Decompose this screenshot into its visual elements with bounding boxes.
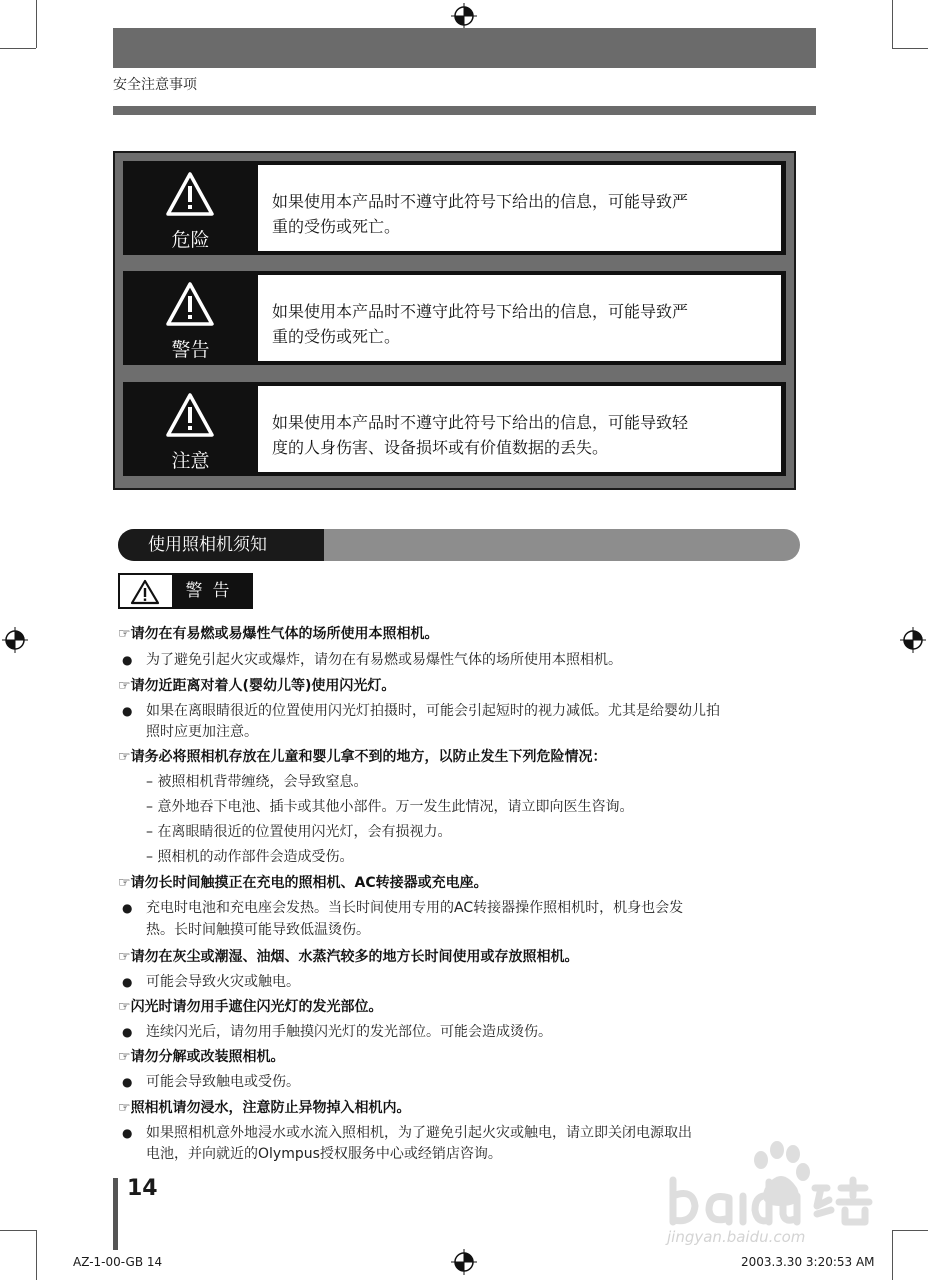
level-description xyxy=(258,165,781,251)
item-body: 电池，并向就近的Olympus授权服务中心或经销店咨询。 xyxy=(146,1146,502,1162)
crop-mark xyxy=(0,1230,36,1231)
description-line: 如果使用本产品时不遵守此符号下给出的信息，可能导致轻 xyxy=(272,413,689,432)
subsection-title: 使用照相机须知 xyxy=(118,529,324,561)
item-heading: ☞请勿在有易燃或易爆性气体的场所使用本照相机。 xyxy=(118,626,439,642)
crop-mark xyxy=(36,1230,37,1280)
crop-mark xyxy=(0,48,36,49)
footer-code: AZ-1-00-GB 14 xyxy=(73,1255,163,1269)
description-line: 重的受伤或死亡。 xyxy=(272,217,401,236)
section-title: 安全注意事项 xyxy=(113,77,197,93)
crop-mark xyxy=(892,1230,893,1280)
registration-mark-icon xyxy=(900,627,926,653)
level-label: 注意 xyxy=(171,450,210,472)
pointing-hand-icon: ☞ xyxy=(118,1100,131,1116)
item-body: 热。长时间触摸可能导致低温烫伤。 xyxy=(146,922,370,938)
warning-levels-panel xyxy=(113,151,796,490)
level-warning xyxy=(123,271,786,365)
warning-triangle-icon xyxy=(130,579,160,605)
level-danger xyxy=(123,161,786,255)
crop-mark xyxy=(892,1230,928,1231)
warning-triangle-icon xyxy=(165,281,215,327)
bullet-icon: ● xyxy=(122,1075,133,1089)
bullet-icon: ● xyxy=(122,653,133,667)
level-label-box xyxy=(123,382,258,476)
level-label: 警告 xyxy=(171,339,210,361)
bullet-icon: ● xyxy=(122,1025,133,1039)
bullet-icon: ● xyxy=(122,1126,133,1140)
level-label-box xyxy=(123,271,258,365)
footer-date: 2003.3.30 3:20:53 AM xyxy=(741,1255,875,1269)
description-line: 度的人身伤害、设备损坏或有价值数据的丢失。 xyxy=(272,438,609,457)
header-rule xyxy=(113,106,816,115)
bullet-icon: ● xyxy=(122,975,133,989)
header-bar xyxy=(113,28,816,68)
baidu-paw-logo-icon xyxy=(665,1140,880,1230)
registration-mark-icon xyxy=(451,1249,477,1275)
warning-badge-label: 警告 xyxy=(172,575,253,607)
watermark xyxy=(665,1140,880,1250)
item-body: 连续闪光后，请勿用手触摸闪光灯的发光部位。可能会造成烫伤。 xyxy=(146,1024,552,1040)
item-heading: ☞照相机请勿浸水，注意防止异物掉入相机内。 xyxy=(118,1100,411,1116)
page-number: 14 xyxy=(127,1176,158,1201)
item-body: 如果照相机意外地浸水或水流入照相机，为了避免引起火灾或触电，请立即关闭电源取出 xyxy=(146,1125,692,1141)
pointing-hand-icon: ☞ xyxy=(118,749,131,765)
item-heading: ☞请务必将照相机存放在儿童和婴儿拿不到的地方，以防止发生下列危险情况： xyxy=(118,749,607,765)
item-heading: ☞闪光时请勿用手遮住闪光灯的发光部位。 xyxy=(118,999,383,1015)
pointing-hand-icon: ☞ xyxy=(118,626,131,642)
pointing-hand-icon: ☞ xyxy=(118,875,131,891)
dash-item: – 意外地吞下电池、插卡或其他小部件。万一发生此情况，请立即向医生咨询。 xyxy=(146,799,634,815)
registration-mark-icon xyxy=(451,3,477,29)
crop-mark xyxy=(892,0,893,48)
item-body: 如果在离眼睛很近的位置使用闪光灯拍摄时，可能会引起短时的视力减低。尤其是给婴幼儿拍 xyxy=(146,703,720,719)
dash-item: – 照相机的动作部件会造成受伤。 xyxy=(146,849,354,865)
registration-mark-icon xyxy=(2,627,28,653)
warning-triangle-icon xyxy=(165,171,215,217)
bullet-icon: ● xyxy=(122,704,133,718)
description-line: 重的受伤或死亡。 xyxy=(272,327,401,346)
page-number-bar xyxy=(113,1178,118,1250)
level-label-box xyxy=(123,161,258,255)
level-label: 危险 xyxy=(171,229,210,251)
level-description xyxy=(258,386,781,472)
item-body: 可能会导致触电或受伤。 xyxy=(146,1074,300,1090)
item-heading: ☞请勿分解或改装照相机。 xyxy=(118,1049,285,1065)
item-body: 照时应更加注意。 xyxy=(146,724,258,740)
crop-mark xyxy=(892,48,928,49)
item-body: 为了避免引起火灾或爆炸，请勿在有易燃或易爆性气体的场所使用本照相机。 xyxy=(146,652,622,668)
pointing-hand-icon: ☞ xyxy=(118,1049,131,1065)
pointing-hand-icon: ☞ xyxy=(118,949,131,965)
dash-item: – 在离眼睛很近的位置使用闪光灯，会有损视力。 xyxy=(146,824,452,840)
pointing-hand-icon: ☞ xyxy=(118,999,131,1015)
dash-item: – 被照相机背带缠绕，会导致窒息。 xyxy=(146,774,368,790)
item-heading: ☞请勿近距离对着人(婴幼儿等)使用闪光灯。 xyxy=(118,678,396,694)
level-description xyxy=(258,275,781,361)
level-caution xyxy=(123,382,786,476)
bullet-icon: ● xyxy=(122,901,133,915)
pointing-hand-icon: ☞ xyxy=(118,678,131,694)
description-line: 如果使用本产品时不遵守此符号下给出的信息，可能导致严 xyxy=(272,302,689,321)
item-heading: ☞请勿在灰尘或潮湿、油烟、水蒸汽较多的地方长时间使用或存放照相机。 xyxy=(118,949,579,965)
item-body: 充电时电池和充电座会发热。当长时间使用专用的AC转接器操作照相机时，机身也会发 xyxy=(146,900,684,916)
warning-badge xyxy=(118,573,253,609)
description-line: 如果使用本产品时不遵守此符号下给出的信息，可能导致严 xyxy=(272,192,689,211)
item-heading: ☞请勿长时间触摸正在充电的照相机、AC转接器或充电座。 xyxy=(118,875,488,891)
watermark-url: jingyan.baidu.com xyxy=(667,1228,806,1246)
crop-mark xyxy=(36,0,37,48)
item-body: 可能会导致火灾或触电。 xyxy=(146,974,300,990)
warning-triangle-icon xyxy=(165,392,215,438)
